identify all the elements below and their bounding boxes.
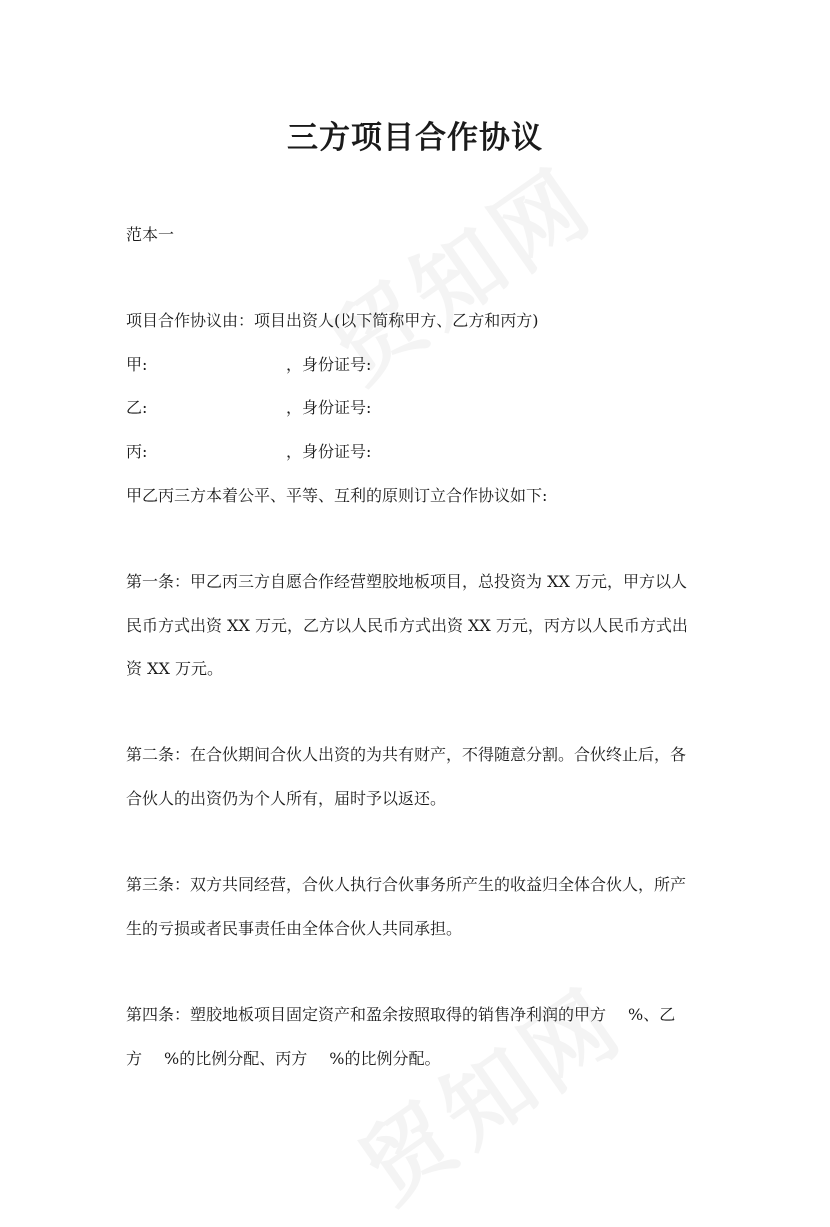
article-4-text: %、乙	[628, 1005, 676, 1024]
article-4-line-1	[126, 1005, 675, 1025]
article-2-line-1: 第二条：在合伙期间合伙人出资的为共有财产，不得随意分割。合伙终止后，各	[126, 745, 687, 764]
article-4-line-2	[126, 1049, 440, 1069]
id-number-label: ，身份证号:	[286, 398, 372, 417]
article-1-line-3: 资 XX 万元。	[126, 659, 223, 678]
article-1-line-1: 第一条：甲乙丙三方自愿合作经营塑胶地板项目，总投资为 XX 万元，甲方以人	[126, 572, 687, 591]
article-1-line-2: 民币方式出资 XX 万元，乙方以人民币方式出资 XX 万元，丙方以人民币方式出	[126, 616, 688, 635]
party-label: 甲:	[126, 355, 148, 374]
id-number-label: ，身份证号:	[286, 355, 372, 374]
document-title: 三方项目合作协议	[287, 120, 543, 156]
article-4-text: %的比例分配、丙方	[164, 1049, 308, 1068]
principle-line: 甲乙丙三方本着公平、平等、互利的原则订立合作协议如下:	[126, 486, 548, 505]
article-4-text: %的比例分配。	[329, 1049, 441, 1068]
article-4-text: 第四条：塑胶地板项目固定资产和盈余按照取得的销售净利润的甲方	[126, 1005, 607, 1024]
party-line-yi	[126, 398, 371, 418]
party-label: 乙:	[126, 398, 148, 417]
article-3-line-2: 生的亏损或者民事责任由全体合伙人共同承担。	[126, 919, 463, 938]
id-number-label: ，身份证号:	[286, 442, 372, 461]
party-line-bing	[126, 442, 371, 462]
template-label: 范本一	[126, 225, 175, 244]
intro-line: 项目合作协议由：项目出资人(以下简称甲方、乙方和丙方)	[126, 311, 539, 330]
party-label: 丙:	[126, 442, 148, 461]
watermark	[330, 951, 645, 1226]
article-2-line-2: 合伙人的出资仍为个人所有，届时予以返还。	[126, 789, 447, 808]
party-line-jia	[126, 355, 371, 375]
article-4-text: 方	[126, 1049, 143, 1068]
article-3-line-1: 第三条：双方共同经营，合伙人执行合伙事务所产生的收益归全体合伙人，所产	[126, 875, 687, 894]
